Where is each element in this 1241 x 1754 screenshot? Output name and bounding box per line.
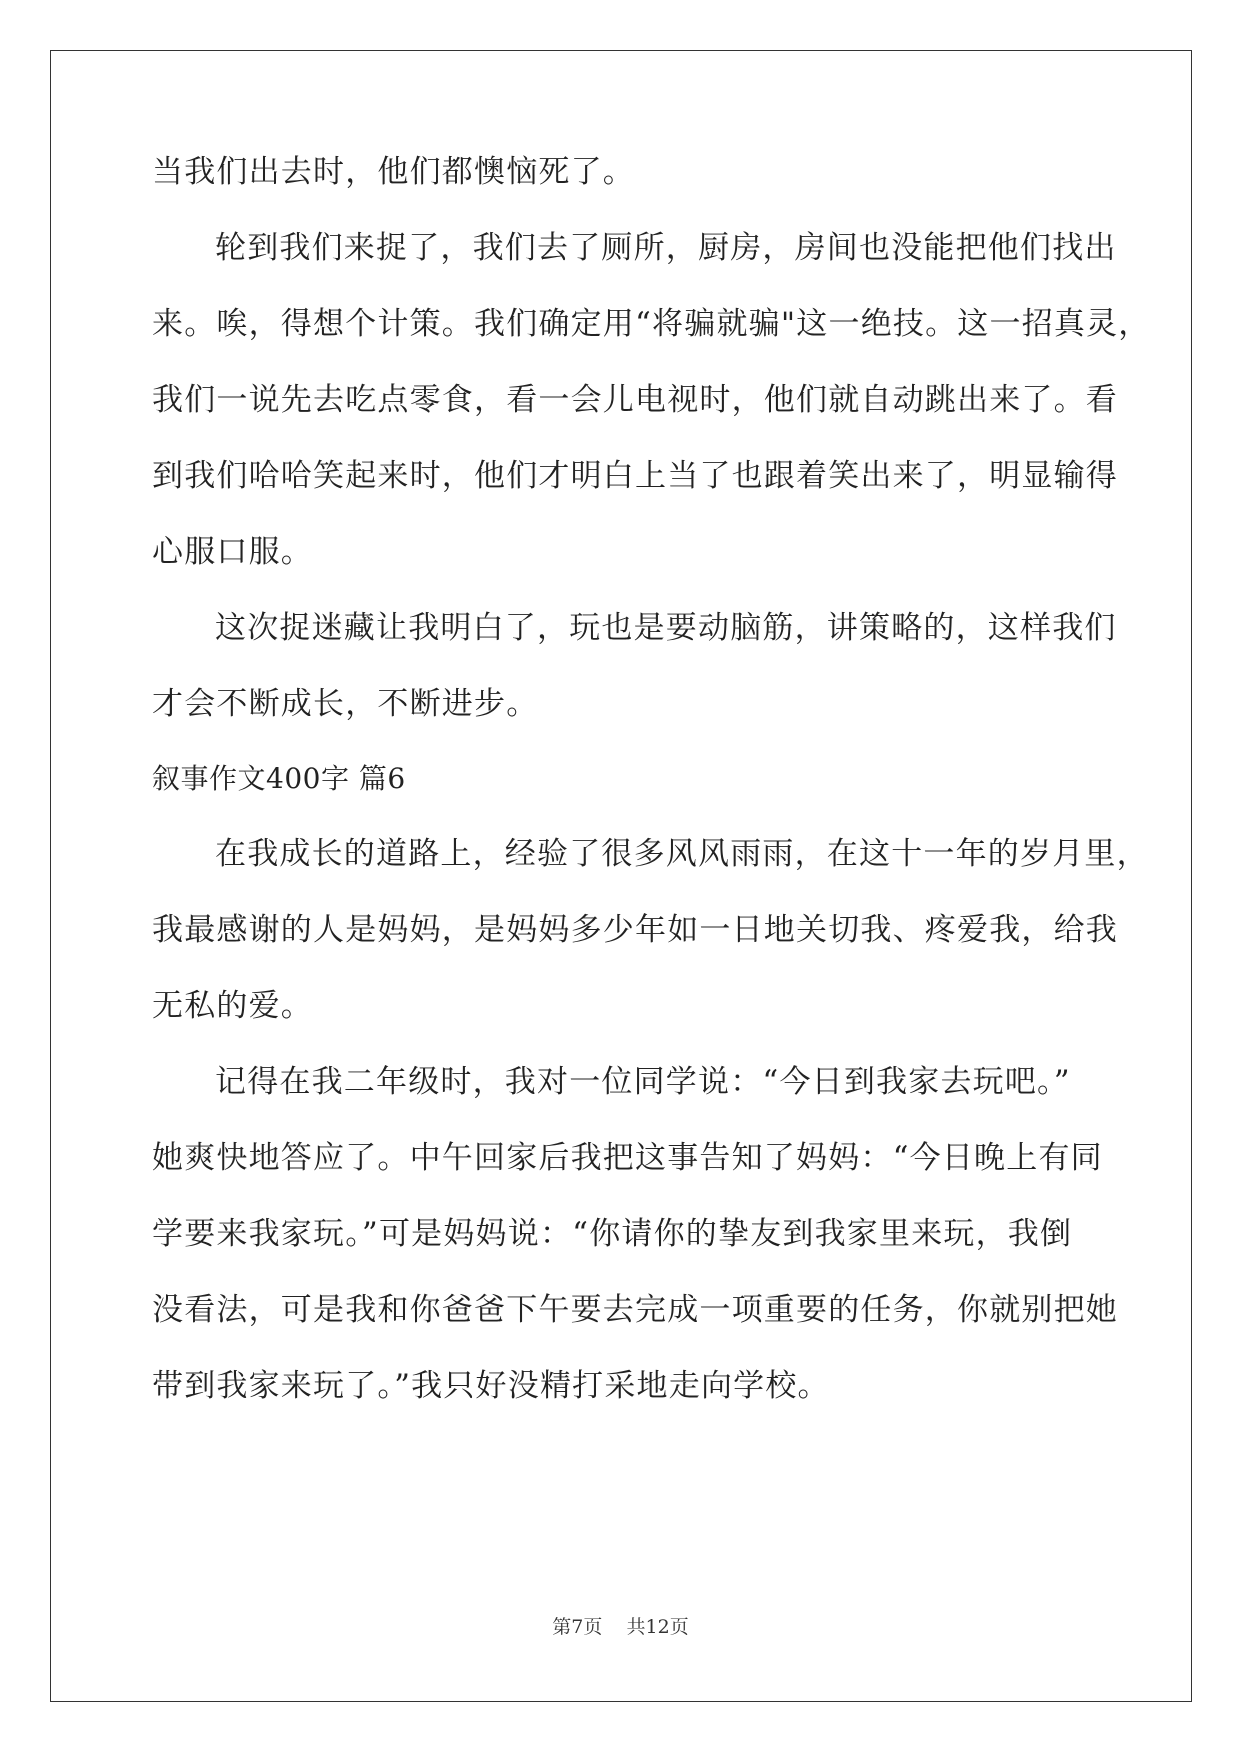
text-line: 轮到我们来捉了，我们去了厕所，厨房，房间也没能把他们找出 <box>215 230 1117 266</box>
page-footer <box>0 1614 1241 1640</box>
page-border <box>50 50 1192 1702</box>
text-line: 到我们哈哈笑起来时，他们才明白上当了也跟着笑出来了，明显输得 <box>152 458 1118 494</box>
text-line: 来。唉，得想个计策。我们确定用“将骗就骗"这一绝技。这一招真灵， <box>152 306 1151 342</box>
text-line: 才会不断成长，不断进步。 <box>152 686 539 722</box>
text-line: 学要来我家玩。”可是妈妈说：“你请你的挚友到我家里来玩，我倒 <box>152 1216 1073 1252</box>
text-line: 我们一说先去吃点零食，看一会儿电视时，他们就自动跳出来了。看 <box>152 382 1118 418</box>
text-line: 记得在我二年级时，我对一位同学说：“今日到我家去玩吧。” <box>215 1064 1071 1100</box>
text-line: 无私的爱。 <box>152 988 313 1024</box>
text-line: 这次捉迷藏让我明白了，玩也是要动脑筋，讲策略的，这样我们 <box>215 610 1117 646</box>
text-line: 在我成长的道路上，经验了很多风风雨雨，在这十一年的岁月里， <box>215 836 1149 872</box>
text-line: 带到我家来玩了。”我只好没精打采地走向学校。 <box>152 1368 830 1404</box>
text-line: 她爽快地答应了。中午回家后我把这事告知了妈妈：“今日晚上有同 <box>152 1140 1103 1176</box>
page-number: 第7页 <box>552 1616 603 1638</box>
section-heading: 叙事作文400字 篇6 <box>152 762 406 795</box>
page-total: 共12页 <box>626 1616 689 1638</box>
text-line: 心服口服。 <box>152 534 313 570</box>
text-line: 当我们出去时，他们都懊恼死了。 <box>152 154 635 190</box>
text-line: 没看法，可是我和你爸爸下午要去完成一项重要的任务，你就别把她 <box>152 1292 1118 1328</box>
text-line: 我最感谢的人是妈妈，是妈妈多少年如一日地关切我、疼爱我，给我 <box>152 912 1118 948</box>
